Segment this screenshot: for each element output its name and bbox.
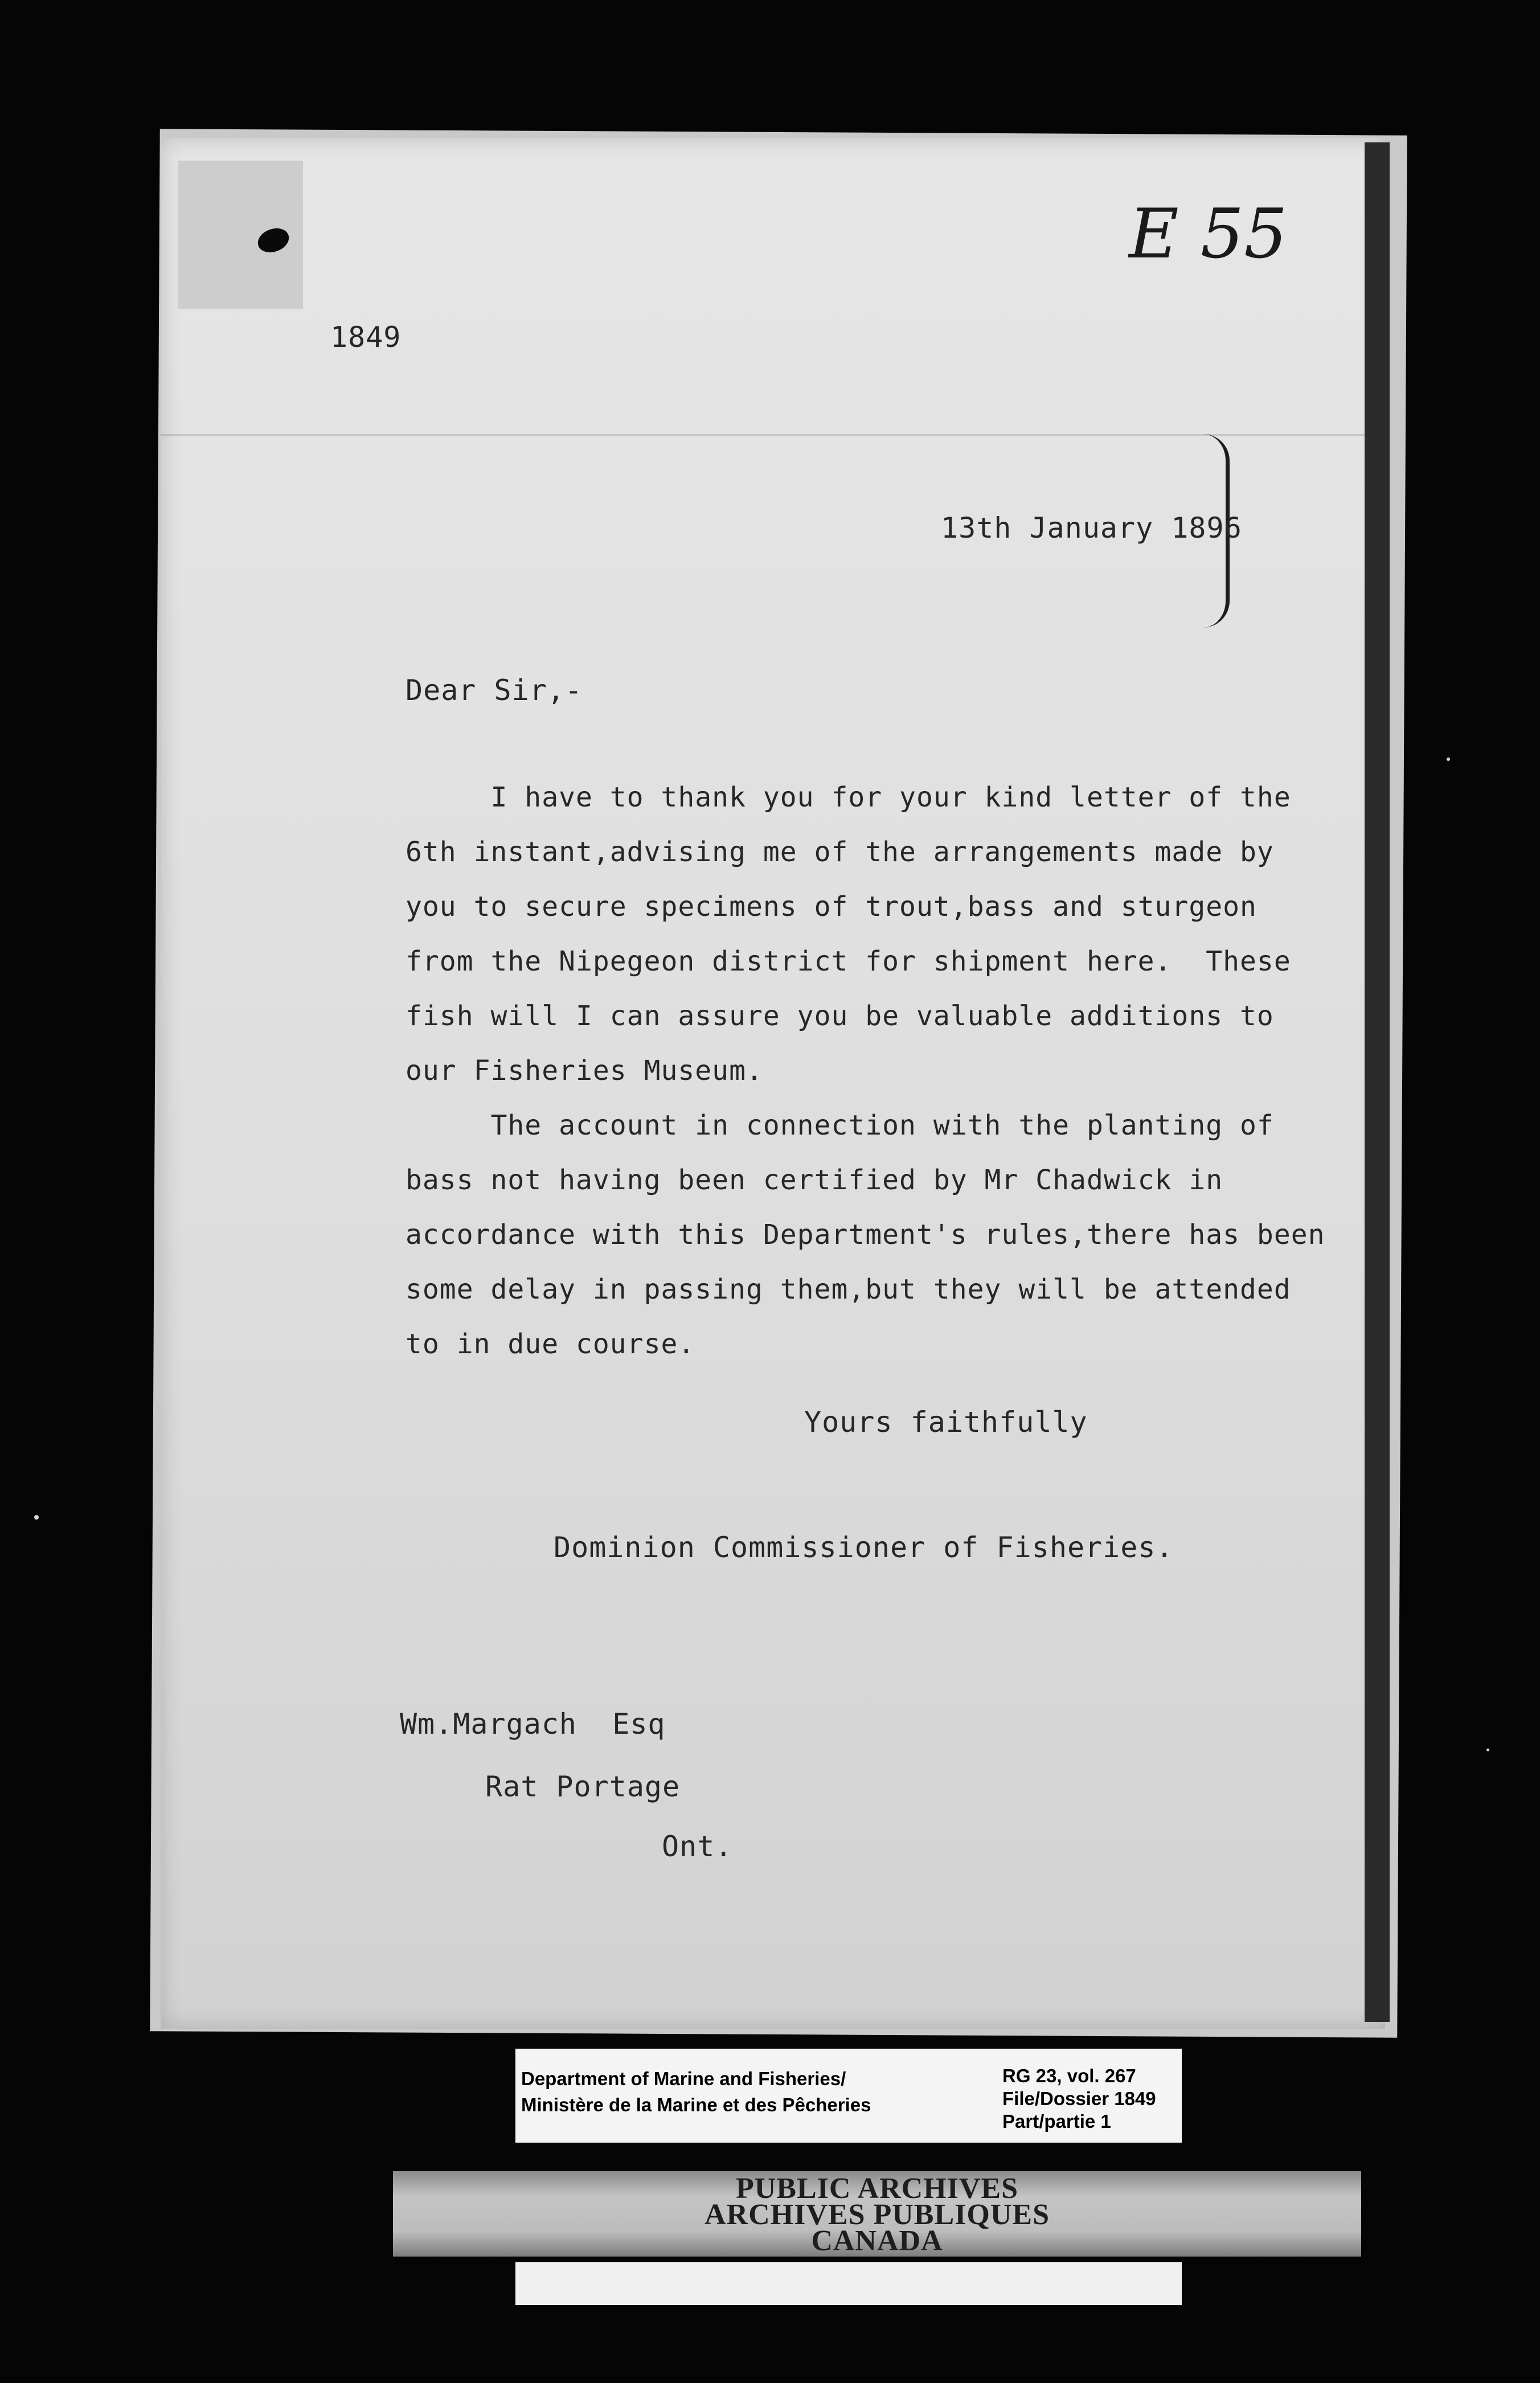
body-line: fish will I can assure you be valuable additions to [406,1000,1274,1032]
body-line: some delay in passing them,but they will be attended [406,1274,1291,1305]
paper-fold-line [161,434,1385,436]
file-number: 1849 [330,321,402,354]
department-fr: Ministère de la Marine et des Pêcheries [521,2094,871,2115]
addressee-name: Wm.Margach Esq [400,1708,666,1741]
body-line: I have to thank you for your kind letter of the [406,781,1291,813]
salutation: Dear Sir,- [406,674,583,707]
archives-stamp [393,2171,1361,2257]
body-line: from the Nipegeon district for shipment here. These [406,945,1291,977]
dust-speck [34,1515,39,1520]
file-dossier: File/Dossier 1849 [1002,2088,1156,2109]
stamp-line-3: CANADA [811,2225,943,2257]
body-line: bass not having been certified by Mr Chadwick in [406,1164,1223,1196]
body-line: our Fisheries Museum. [406,1055,763,1087]
addressee-city: Rat Portage [485,1770,681,1803]
page-edge-shadow [1365,142,1390,2022]
stamp-text [393,2172,1361,2257]
department-en: Department of Marine and Fisheries/ [521,2068,846,2089]
label-bottom-strip [515,2262,1182,2305]
body-line: accordance with this Department's rules,there has been [406,1219,1325,1251]
record-group-info [1002,2065,1156,2133]
record-group: RG 23, vol. 267 [1002,2065,1136,2086]
stamp-line-1: PUBLIC ARCHIVES [735,2172,1019,2205]
signature-title: Dominion Commissioner of Fisheries. [554,1531,1174,1564]
body-line: The account in connection with the planting of [406,1109,1274,1141]
letter-page [161,138,1385,2029]
addressee-province: Ont. [662,1830,733,1863]
body-line: 6th instant,advising me of the arrangements made by [406,836,1274,868]
stamp-line-2: ARCHIVES PUBLIQUES [704,2198,1050,2231]
letter-body [406,781,1328,1383]
archive-reference-label [515,2049,1182,2143]
dust-speck [1447,758,1450,761]
department-names [521,2066,871,2118]
body-line: you to secure specimens of trout,bass and sturgeon [406,891,1257,923]
part-partie: Part/partie 1 [1002,2111,1111,2132]
handwritten-reference: E 55 [1129,195,1288,274]
letter-date: 13th January 1896 [941,511,1242,544]
body-line: to in due course. [406,1328,695,1360]
closing: Yours faithfully [804,1406,1088,1439]
dust-speck [1486,1749,1489,1751]
